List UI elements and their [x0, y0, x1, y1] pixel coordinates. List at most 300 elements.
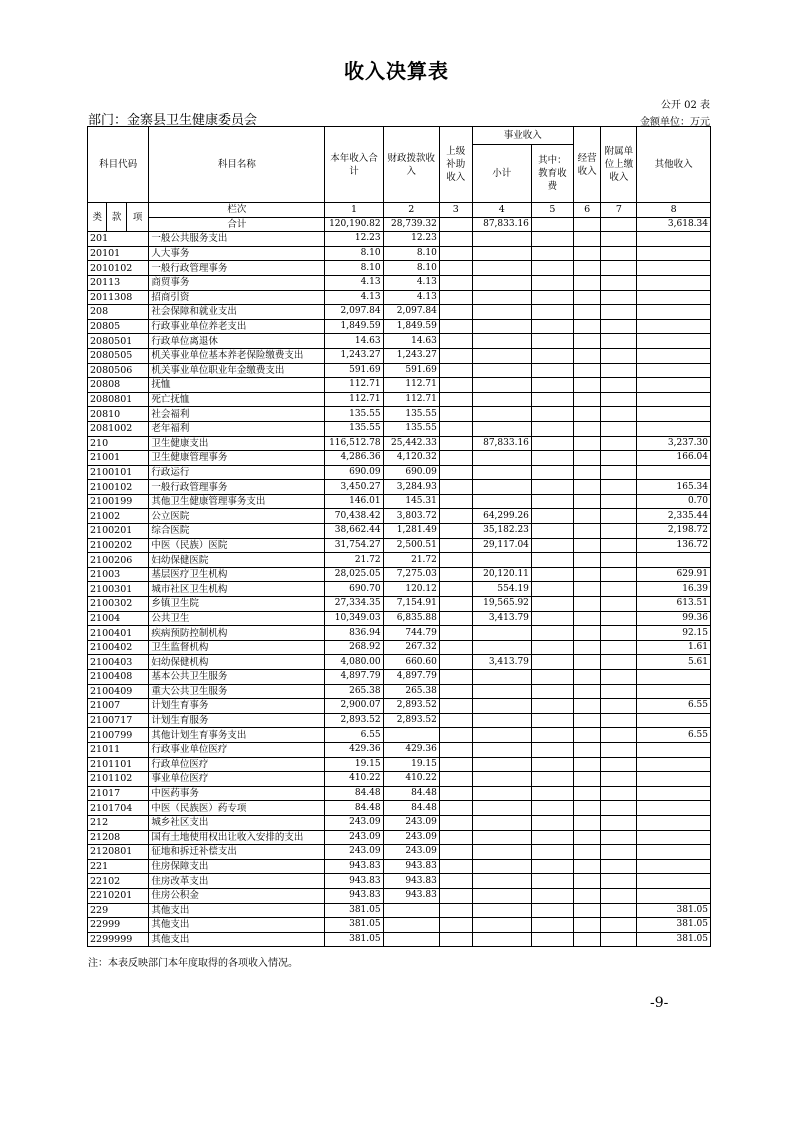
row-operating [573, 932, 601, 947]
row-fiscal: 1,849.59 [383, 319, 439, 334]
row-business [472, 903, 531, 918]
row-total: 4.13 [325, 275, 383, 290]
row-fiscal: 2,500.51 [383, 538, 439, 553]
row-affiliated [601, 407, 637, 422]
row-business [472, 626, 531, 641]
row-operating [573, 524, 601, 539]
row-superior [439, 699, 472, 714]
row-superior [439, 626, 472, 641]
row-name: 基本公共卫生服务 [149, 670, 325, 685]
row-superior [439, 392, 472, 407]
row-name: 公立医院 [149, 509, 325, 524]
row-other [637, 305, 711, 320]
row-business [472, 874, 531, 889]
row-fiscal: 243.09 [383, 845, 439, 860]
row-code: 2080501 [88, 334, 149, 349]
row-total: 38,662.44 [325, 524, 383, 539]
row-fiscal: 8.10 [383, 261, 439, 276]
col-no-2: 2 [383, 203, 439, 218]
row-code: 2100717 [88, 713, 149, 728]
row-affiliated [601, 261, 637, 276]
row-operating [573, 742, 601, 757]
header-lei: 类 [88, 203, 107, 232]
row-name: 妇幼保健医院 [149, 553, 325, 568]
row-other [637, 465, 711, 480]
table-row [88, 480, 711, 495]
row-business [472, 772, 531, 787]
row-total: 381.05 [325, 918, 383, 933]
row-fiscal: 112.71 [383, 378, 439, 393]
header-fiscal: 财政拨款收入 [383, 127, 439, 203]
row-affiliated [601, 290, 637, 305]
row-operating [573, 494, 601, 509]
row-other: 2,335.44 [637, 509, 711, 524]
row-name: 社会保障和就业支出 [149, 305, 325, 320]
table-row [88, 348, 711, 363]
row-superior [439, 290, 472, 305]
row-business: 554.19 [472, 582, 531, 597]
row-name: 行政事业单位医疗 [149, 742, 325, 757]
row-business: 35,182.23 [472, 524, 531, 539]
row-fiscal: 135.55 [383, 407, 439, 422]
row-other: 613.51 [637, 597, 711, 612]
row-edu-fee [531, 742, 573, 757]
row-operating [573, 582, 601, 597]
row-fiscal: 429.36 [383, 742, 439, 757]
row-superior [439, 684, 472, 699]
row-other [637, 553, 711, 568]
total-row-business: 87,833.16 [472, 217, 531, 232]
row-operating [573, 261, 601, 276]
row-affiliated [601, 451, 637, 466]
row-edu-fee [531, 597, 573, 612]
row-fiscal [383, 918, 439, 933]
row-affiliated [601, 874, 637, 889]
row-affiliated [601, 334, 637, 349]
row-operating [573, 859, 601, 874]
row-other: 629.91 [637, 567, 711, 582]
row-fiscal: 25,442.33 [383, 436, 439, 451]
row-other [637, 786, 711, 801]
row-business: 64,299.26 [472, 509, 531, 524]
row-superior [439, 275, 472, 290]
row-other [637, 845, 711, 860]
row-superior [439, 480, 472, 495]
row-name: 社会福利 [149, 407, 325, 422]
row-business [472, 465, 531, 480]
table-row [88, 611, 711, 626]
row-fiscal: 7,154.91 [383, 597, 439, 612]
table-row [88, 874, 711, 889]
row-affiliated [601, 348, 637, 363]
row-total: 4,080.00 [325, 655, 383, 670]
row-other: 2,198.72 [637, 524, 711, 539]
table-row [88, 232, 711, 247]
row-name: 计划生育事务 [149, 699, 325, 714]
row-total: 4,286.36 [325, 451, 383, 466]
row-name: 行政事业单位养老支出 [149, 319, 325, 334]
row-operating [573, 334, 601, 349]
row-code: 229 [88, 903, 149, 918]
table-row [88, 699, 711, 714]
row-total: 690.09 [325, 465, 383, 480]
row-other [637, 684, 711, 699]
row-edu-fee [531, 378, 573, 393]
row-operating [573, 509, 601, 524]
row-name: 人大事务 [149, 246, 325, 261]
row-superior [439, 494, 472, 509]
row-operating [573, 597, 601, 612]
row-edu-fee [531, 524, 573, 539]
row-business [472, 859, 531, 874]
row-affiliated [601, 888, 637, 903]
row-fiscal: 6,835.88 [383, 611, 439, 626]
col-no-5: 5 [531, 203, 573, 218]
row-affiliated [601, 903, 637, 918]
row-business [472, 378, 531, 393]
row-code: 21017 [88, 786, 149, 801]
row-business [472, 480, 531, 495]
row-edu-fee [531, 451, 573, 466]
header-affiliated: 附属单位上缴收入 [601, 127, 637, 203]
table-row [88, 655, 711, 670]
row-other [637, 363, 711, 378]
row-total: 2,893.52 [325, 713, 383, 728]
row-name: 事业单位医疗 [149, 772, 325, 787]
col-no-7: 7 [601, 203, 637, 218]
row-operating [573, 290, 601, 305]
row-other: 99.36 [637, 611, 711, 626]
row-total: 8.10 [325, 246, 383, 261]
row-superior [439, 772, 472, 787]
row-name: 中医（民族医）药专项 [149, 801, 325, 816]
row-business [472, 830, 531, 845]
row-affiliated [601, 757, 637, 772]
row-business [472, 932, 531, 947]
table-body [88, 232, 711, 947]
row-fiscal: 660.60 [383, 655, 439, 670]
row-edu-fee [531, 305, 573, 320]
table-row [88, 742, 711, 757]
row-operating [573, 713, 601, 728]
row-other [637, 801, 711, 816]
row-name: 老年福利 [149, 421, 325, 436]
row-total: 836.94 [325, 626, 383, 641]
row-total: 6.55 [325, 728, 383, 743]
row-business [472, 845, 531, 860]
row-affiliated [601, 713, 637, 728]
table-row [88, 932, 711, 947]
table-row [88, 801, 711, 816]
row-code: 2100199 [88, 494, 149, 509]
row-affiliated [601, 363, 637, 378]
row-code: 2100408 [88, 670, 149, 685]
table-row [88, 772, 711, 787]
col-no-6: 6 [573, 203, 601, 218]
row-affiliated [601, 275, 637, 290]
row-affiliated [601, 436, 637, 451]
row-business [472, 684, 531, 699]
row-name: 其他支出 [149, 903, 325, 918]
row-superior [439, 757, 472, 772]
row-total: 19.15 [325, 757, 383, 772]
row-edu-fee [531, 655, 573, 670]
row-edu-fee [531, 713, 573, 728]
row-operating [573, 815, 601, 830]
table-row [88, 903, 711, 918]
row-operating [573, 801, 601, 816]
row-code: 22102 [88, 874, 149, 889]
row-total: 146.01 [325, 494, 383, 509]
row-superior [439, 524, 472, 539]
row-business [472, 815, 531, 830]
row-edu-fee [531, 830, 573, 845]
row-affiliated [601, 742, 637, 757]
row-edu-fee [531, 261, 573, 276]
table-row [88, 830, 711, 845]
row-operating [573, 918, 601, 933]
row-other [637, 407, 711, 422]
row-edu-fee [531, 392, 573, 407]
row-superior [439, 830, 472, 845]
row-other [637, 670, 711, 685]
row-total: 429.36 [325, 742, 383, 757]
row-other [637, 859, 711, 874]
table-note: 注：本表反映部门本年度取得的各项收入情况。 [88, 958, 298, 969]
header-superior: 上级补助收入 [439, 127, 472, 203]
row-edu-fee [531, 232, 573, 247]
row-other [637, 290, 711, 305]
row-edu-fee [531, 421, 573, 436]
row-superior [439, 611, 472, 626]
row-total: 3,450.27 [325, 480, 383, 495]
row-superior [439, 421, 472, 436]
row-total: 21.72 [325, 553, 383, 568]
row-fiscal: 120.12 [383, 582, 439, 597]
row-edu-fee [531, 626, 573, 641]
row-business [472, 319, 531, 334]
row-other [637, 815, 711, 830]
row-superior [439, 786, 472, 801]
row-name: 卫生健康管理事务 [149, 451, 325, 466]
row-operating [573, 567, 601, 582]
row-affiliated [601, 830, 637, 845]
amount-unit-label: 金额单位：万元 [640, 117, 710, 128]
row-affiliated [601, 772, 637, 787]
row-operating [573, 845, 601, 860]
header-kuan: 款 [107, 203, 126, 232]
row-code: 21011 [88, 742, 149, 757]
row-affiliated [601, 845, 637, 860]
row-code: 2011308 [88, 290, 149, 305]
row-fiscal: 4,120.32 [383, 451, 439, 466]
row-affiliated [601, 670, 637, 685]
row-name: 一般行政管理事务 [149, 261, 325, 276]
row-affiliated [601, 509, 637, 524]
row-name: 国有土地使用权出让收入安排的支出 [149, 830, 325, 845]
row-other: 381.05 [637, 932, 711, 947]
row-operating [573, 305, 601, 320]
row-name: 重大公共卫生服务 [149, 684, 325, 699]
table-row [88, 275, 711, 290]
row-code: 21001 [88, 451, 149, 466]
row-total: 14.63 [325, 334, 383, 349]
row-code: 2100302 [88, 597, 149, 612]
row-code: 210 [88, 436, 149, 451]
row-total: 135.55 [325, 407, 383, 422]
row-total: 690.70 [325, 582, 383, 597]
row-operating [573, 728, 601, 743]
row-fiscal [383, 903, 439, 918]
row-total: 4.13 [325, 290, 383, 305]
total-row-fiscal: 28,739.32 [383, 217, 439, 232]
table-row [88, 378, 711, 393]
row-code: 2100403 [88, 655, 149, 670]
row-code: 2080505 [88, 348, 149, 363]
row-affiliated [601, 699, 637, 714]
row-fiscal: 410.22 [383, 772, 439, 787]
row-business: 3,413.79 [472, 655, 531, 670]
row-edu-fee [531, 348, 573, 363]
row-fiscal: 2,097.84 [383, 305, 439, 320]
row-other: 3,237.30 [637, 436, 711, 451]
row-operating [573, 436, 601, 451]
row-affiliated [601, 494, 637, 509]
row-name: 抚恤 [149, 378, 325, 393]
total-row-superior [439, 217, 472, 232]
row-business [472, 918, 531, 933]
row-superior [439, 378, 472, 393]
row-superior [439, 348, 472, 363]
row-total: 116,512.78 [325, 436, 383, 451]
row-fiscal: 1,281.49 [383, 524, 439, 539]
row-edu-fee [531, 567, 573, 582]
row-name: 死亡抚恤 [149, 392, 325, 407]
table-row [88, 261, 711, 276]
row-other [637, 348, 711, 363]
row-superior [439, 932, 472, 947]
row-name: 中医（民族）医院 [149, 538, 325, 553]
row-name: 计划生育服务 [149, 713, 325, 728]
row-fiscal [383, 728, 439, 743]
table-row [88, 363, 711, 378]
row-total: 4,897.79 [325, 670, 383, 685]
row-operating [573, 684, 601, 699]
row-affiliated [601, 538, 637, 553]
row-affiliated [601, 918, 637, 933]
row-name: 妇幼保健机构 [149, 655, 325, 670]
row-superior [439, 918, 472, 933]
table-row [88, 859, 711, 874]
row-business [472, 699, 531, 714]
row-fiscal: 265.38 [383, 684, 439, 699]
row-total: 268.92 [325, 640, 383, 655]
row-name: 卫生监督机构 [149, 640, 325, 655]
row-affiliated [601, 626, 637, 641]
row-total: 1,849.59 [325, 319, 383, 334]
table-row [88, 713, 711, 728]
header-edu-fee: 其中：教育收费 [531, 145, 573, 203]
header-other: 其他收入 [637, 127, 711, 203]
row-code: 20805 [88, 319, 149, 334]
page-title: 收入决算表 [344, 59, 449, 83]
row-code: 221 [88, 859, 149, 874]
row-fiscal: 1,243.27 [383, 348, 439, 363]
row-edu-fee [531, 845, 573, 860]
row-business: 20,120.11 [472, 567, 531, 582]
row-business [472, 305, 531, 320]
row-total: 591.69 [325, 363, 383, 378]
row-other [637, 261, 711, 276]
row-code: 2080801 [88, 392, 149, 407]
row-total: 112.71 [325, 378, 383, 393]
row-other [637, 246, 711, 261]
row-name: 招商引资 [149, 290, 325, 305]
row-other [637, 232, 711, 247]
row-name: 其他支出 [149, 918, 325, 933]
table-row [88, 436, 711, 451]
row-superior [439, 801, 472, 816]
row-code: 20808 [88, 378, 149, 393]
row-total: 10,349.03 [325, 611, 383, 626]
total-row-total: 120,190.82 [325, 217, 383, 232]
row-superior [439, 597, 472, 612]
table-row [88, 582, 711, 597]
row-operating [573, 378, 601, 393]
row-superior [439, 538, 472, 553]
header-operating: 经营收入 [573, 127, 601, 203]
page-number: -9- [650, 995, 669, 1011]
row-edu-fee [531, 290, 573, 305]
table-row [88, 334, 711, 349]
row-operating [573, 246, 601, 261]
row-superior [439, 845, 472, 860]
row-fiscal: 19.15 [383, 757, 439, 772]
row-name: 商贸事务 [149, 275, 325, 290]
row-fiscal: 84.48 [383, 786, 439, 801]
row-superior [439, 553, 472, 568]
table-row [88, 786, 711, 801]
col-no-3: 3 [439, 203, 472, 218]
table-row [88, 626, 711, 641]
row-other [637, 742, 711, 757]
row-affiliated [601, 553, 637, 568]
row-name: 乡镇卫生院 [149, 597, 325, 612]
row-operating [573, 670, 601, 685]
row-affiliated [601, 480, 637, 495]
row-superior [439, 815, 472, 830]
row-business [472, 392, 531, 407]
row-edu-fee [531, 319, 573, 334]
row-superior [439, 874, 472, 889]
row-code: 2100101 [88, 465, 149, 480]
row-code: 2299999 [88, 932, 149, 947]
row-total: 243.09 [325, 815, 383, 830]
row-superior [439, 888, 472, 903]
revenue-table [87, 126, 711, 947]
form-number: 公开 02 表 [660, 100, 710, 111]
row-fiscal: 243.09 [383, 815, 439, 830]
total-row-label: 合计 [149, 217, 325, 232]
row-operating [573, 830, 601, 845]
row-affiliated [601, 932, 637, 947]
row-superior [439, 742, 472, 757]
row-total: 135.55 [325, 421, 383, 436]
row-edu-fee [531, 728, 573, 743]
row-affiliated [601, 655, 637, 670]
row-affiliated [601, 684, 637, 699]
row-affiliated [601, 815, 637, 830]
